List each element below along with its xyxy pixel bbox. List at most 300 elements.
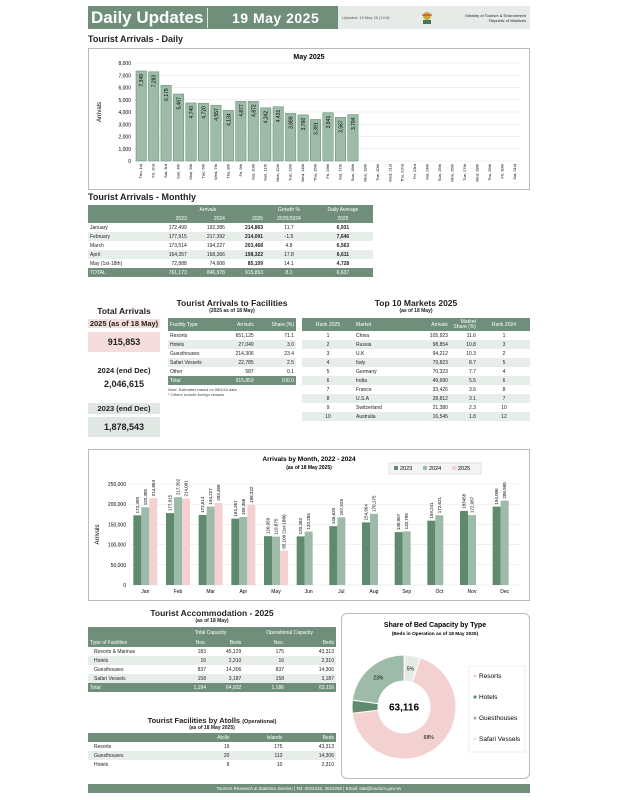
page-title: Daily Updates: [88, 8, 208, 28]
market-row-cell: 6: [326, 377, 330, 384]
market-row-cell: 2: [502, 350, 506, 357]
accommodation-panel: [88, 608, 336, 692]
daily-x-tick: Sat, 10th: [250, 164, 256, 181]
bymonth-chart: [89, 450, 529, 600]
daily-bar-label: 5,467: [176, 97, 183, 110]
year-2025: 2025: [227, 214, 265, 223]
market-row-cell: 1: [326, 332, 330, 339]
month-bar: [280, 551, 288, 585]
daily-y-tick: 0: [128, 159, 131, 165]
report-date: 19 May 2025: [232, 9, 320, 26]
monthly-row: [88, 250, 373, 259]
accommodation-row-cell: 3,187: [228, 675, 242, 682]
market-row: [302, 412, 530, 421]
market-row-cell: 8.7: [468, 359, 476, 366]
month-bar: [362, 522, 370, 585]
daily-bar-label: 7,349: [139, 73, 146, 87]
total-cell: TOTAL: [88, 268, 151, 277]
atoll-row-cell: 10: [276, 761, 283, 768]
daily-bar-label: 4,431: [276, 109, 283, 123]
accommodation-title: Tourist Accommodation - 2025: [150, 608, 274, 618]
facility-row: [168, 367, 296, 376]
monthly-row-cell: April: [90, 251, 101, 258]
month-bar: [370, 514, 378, 585]
acc-col-oper: Operational Capacity: [243, 627, 336, 638]
market-row-cell: 5: [326, 368, 330, 375]
month-x-tick: Aug: [369, 589, 379, 595]
monthly-row-cell: March: [90, 242, 104, 249]
legend-swatch: [394, 466, 398, 470]
facility-row-cell: 2.5: [287, 359, 294, 366]
legend-swatch: [423, 466, 427, 470]
market-row-cell: U.K: [356, 350, 365, 357]
pie-subtitle: (Beds in Operation as of 18 May 2025): [391, 632, 479, 637]
daily-x-tick: Wed, 21st: [387, 164, 393, 182]
market-row-cell: 10.3: [466, 350, 476, 357]
daily-bar-label: 4,720: [201, 106, 208, 119]
accommodation-row: [88, 674, 336, 683]
bedshare-box: [341, 613, 530, 779]
daily-chart-title: May 2025: [293, 54, 325, 61]
total-cell: 846,978: [189, 268, 227, 277]
month-bar-label: 167,528: [338, 499, 344, 516]
market-row-cell: 79,823: [432, 359, 448, 366]
month-bar-label: 145,620: [330, 507, 336, 525]
pie-legend-label: Resorts: [479, 673, 502, 680]
daily-bar-label: 3,766: [301, 117, 308, 131]
markets-title: Top 10 Markets 2025: [374, 298, 458, 308]
atoll-row: [88, 760, 336, 769]
pie-legend-swatch: [473, 716, 476, 719]
daily-chart-box: [88, 48, 530, 190]
market-row-cell: 9: [326, 404, 330, 411]
monthly-table: [88, 205, 373, 277]
monthly-row-cell: 7,646: [336, 233, 350, 240]
market-row-cell: Germany: [356, 368, 377, 375]
daily-x-tick: Thu, 22nd: [399, 164, 405, 183]
facility-row: [168, 331, 296, 340]
month-y-tick: 0: [123, 583, 126, 589]
month-bar-label: 132,795: [404, 513, 410, 530]
daily-bar-label: 6,179: [164, 88, 171, 101]
footer: Tourism Research & Statistics Section | Tel: 3022226, 3022250 | Email: stat@tourism.gov.mv: [88, 784, 530, 793]
monthly-row-cell: 203,468: [245, 242, 264, 249]
atoll-row-cell: Hotels: [94, 761, 109, 768]
monthly-row-cell: 11.7: [284, 224, 294, 231]
mkt-col-share: Market Share (%): [450, 318, 478, 331]
monthly-row: [88, 241, 373, 250]
month-x-tick: May: [271, 589, 281, 595]
daily-section-title: Tourist Arrivals - Daily: [88, 34, 184, 44]
month-bar-label: 85,109 (1st-18th): [281, 514, 287, 549]
month-bar-label: 176,175: [371, 495, 377, 512]
facility-row-cell: 22,785: [238, 359, 254, 366]
pie-legend-label: Hotels: [479, 694, 498, 701]
month-bar-label: 192,385: [142, 488, 148, 506]
month-bar-label: 183458: [461, 493, 467, 509]
daily-y-tick: 8,000: [118, 61, 131, 67]
month-bar: [166, 513, 174, 585]
market-row: [302, 331, 530, 340]
month-bar: [395, 532, 403, 585]
total-2025-label: 2025 (as of 18 May): [89, 319, 159, 328]
accommodation-row: [88, 665, 336, 674]
pie-legend-swatch: [473, 737, 476, 740]
markets-panel: [302, 298, 530, 421]
accommodation-row-cell: 3,187: [321, 675, 334, 682]
month-y-tick: 250,000: [107, 482, 126, 488]
daily-y-tick: 6,000: [118, 85, 131, 92]
daily-bar-label: 4,740: [189, 105, 196, 119]
month-bar-label: 208,980: [502, 482, 508, 499]
accommodation-row-cell: 16: [278, 657, 285, 664]
market-row-cell: 8: [502, 386, 506, 393]
market-row-cell: Russia: [356, 341, 372, 348]
month-chart-title: Arrivals by Month, 2022 - 2024: [262, 456, 356, 463]
accommodation-row-cell: Guesthouses: [94, 666, 124, 673]
month-bar: [403, 531, 411, 585]
pie-legend-swatch: [473, 695, 476, 698]
accommodation-row-cell: Resorts & Marinas: [94, 648, 136, 655]
month-x-tick: Dec: [500, 589, 510, 595]
month-bar-label: 217,392: [175, 478, 181, 496]
month-bar-label: 120,363: [298, 518, 304, 535]
facilities-note2: * Others include foreign vessels: [168, 392, 225, 397]
total-cell: 1,194: [178, 683, 208, 692]
market-row-cell: 10.8: [466, 341, 476, 348]
daily-x-tick: Thu, 8th: [225, 164, 231, 179]
monthly-row-cell: 173,514: [168, 242, 187, 249]
market-row-cell: 21,380: [432, 404, 448, 411]
month-bar: [239, 517, 247, 585]
daily-x-tick: Sat, 17th: [337, 163, 343, 181]
market-row-cell: 28,812: [432, 395, 448, 402]
market-row-cell: China: [356, 332, 370, 339]
market-row-cell: 4: [502, 368, 506, 375]
month-bar-label: 172,621: [436, 496, 442, 514]
total-2024-label: 2024 (end Dec): [97, 366, 151, 375]
accommodation-row-cell: 43,313: [318, 648, 334, 655]
monthly-row-cell: 14.1: [284, 260, 294, 267]
atoll-col-atolls: Atolls: [188, 733, 231, 742]
monthly-row-cell: 172,499: [168, 224, 187, 231]
legend-label: 2023: [400, 466, 413, 472]
market-row: [302, 394, 530, 403]
month-bar: [297, 536, 305, 585]
atoll-row-cell: 175: [274, 743, 283, 750]
total-cell: 915,853: [227, 268, 265, 277]
atoll-row-cell: Guesthouses: [94, 752, 124, 759]
accommodation-row-cell: Safari Vessels: [94, 675, 126, 682]
facility-row: [168, 340, 296, 349]
mkt-col-rank: Rank 2025: [302, 318, 354, 331]
facility-row-cell: 23.4: [284, 350, 294, 357]
monthly-row-cell: 4,728: [336, 260, 350, 267]
accommodation-row-cell: 14,306: [318, 666, 334, 673]
market-row-cell: 94,212: [432, 350, 448, 357]
daily-x-tick: Tue, 13th: [287, 164, 293, 181]
accommodation-row-cell: 837: [197, 666, 206, 673]
accommodation-subtitle: (as of 18 May): [195, 618, 229, 624]
monthly-row-cell: 214,863: [245, 224, 264, 231]
facilities-title: Tourist Arrivals to Facilities: [176, 298, 288, 308]
month-y-label: Arrivals: [95, 524, 101, 545]
daily-x-tick: Sun, 25th: [437, 164, 443, 182]
month-bar: [215, 503, 223, 585]
total-2025-value: 915,853: [88, 332, 160, 352]
month-bar: [207, 507, 215, 585]
month-bar-label: 214,863: [150, 479, 156, 497]
atolls-subtitle: (as of 18 May 2025): [189, 725, 235, 731]
daily-y-tick: 1,000: [118, 146, 131, 153]
facility-row: [168, 358, 296, 367]
emblem-icon: [420, 10, 434, 26]
market-row-cell: 3: [502, 341, 506, 348]
daily-bar-label: 3,567: [338, 120, 345, 133]
monthly-section-title: Tourist Arrivals - Monthly: [88, 192, 197, 202]
legend-swatch: [452, 466, 456, 470]
month-bar: [305, 532, 313, 585]
daily-x-tick: Sat, 24th: [424, 164, 430, 181]
month-bar-label: 177,915: [167, 494, 173, 512]
accommodation-row-cell: Hotels: [94, 657, 109, 664]
total-arrivals-title: Total Arrivals: [97, 306, 151, 316]
daily-x-tick: Mon, 12th: [275, 164, 281, 182]
market-row-cell: 33,426: [432, 386, 448, 393]
daily-x-tick: Tue, 6th: [200, 164, 206, 179]
pie-legend-swatch: [473, 674, 476, 677]
market-row-cell: 2.3: [468, 404, 476, 411]
market-row-cell: 70,323: [432, 368, 448, 375]
atoll-row-cell: 20: [223, 752, 230, 759]
header-right: [338, 6, 530, 29]
market-row-cell: Australia: [356, 413, 376, 420]
month-bar-label: 194,006: [494, 488, 500, 505]
facility-row-cell: 71.1: [284, 332, 294, 339]
monthly-row-cell: 192,385: [206, 224, 225, 231]
month-x-tick: Oct: [435, 589, 444, 595]
daily-y-tick: 5,000: [118, 97, 131, 104]
acc-col-nos2: Nos.: [243, 638, 286, 647]
total-2023-value: 1,878,543: [88, 417, 160, 437]
market-row-cell: 7.7: [468, 368, 476, 375]
total-cell: Total: [168, 376, 222, 385]
month-bar-label: 172,987: [469, 496, 475, 514]
facility-row-cell: Resorts: [170, 332, 188, 339]
daily-bar-label: 4,877: [238, 104, 245, 117]
daily-x-tick: Tue, 20th: [374, 164, 380, 181]
accommodation-row-cell: 158: [275, 675, 285, 682]
month-x-tick: Jan: [141, 589, 150, 595]
month-bar-label: 159,241: [428, 502, 434, 519]
markets-subtitle: (as of 18 May): [399, 308, 433, 314]
pie-label: 23%: [373, 675, 384, 682]
accommodation-row-cell: 2,310: [321, 657, 334, 664]
month-bar-label: 168,366: [240, 498, 246, 515]
atoll-row-cell: 19: [223, 743, 230, 750]
accommodation-row: [88, 647, 336, 656]
accommodation-row-cell: 158: [197, 675, 206, 682]
acc-col-beds: Beds: [208, 638, 243, 647]
facility-row-cell: Other: [170, 368, 183, 375]
daily-sub: 2025: [313, 214, 373, 223]
daily-x-tick: Mon, 26th: [449, 164, 455, 182]
market-row-cell: 3.6: [468, 386, 476, 393]
month-bar: [174, 497, 182, 585]
daily-x-tick: Fri, 16th: [325, 164, 330, 179]
total-arrivals-panel: [88, 306, 160, 437]
month-bar-label: 120,959: [265, 517, 271, 535]
accommodation-row-cell: 14,306: [225, 666, 242, 673]
market-row-cell: 8: [326, 395, 330, 402]
daily-x-tick: Fri, 9th: [237, 164, 243, 177]
month-bar: [493, 507, 501, 585]
market-row-cell: 6: [502, 377, 506, 384]
pie-title: Share of Bed Capacity by Type: [383, 622, 487, 629]
monthly-row: [88, 232, 373, 241]
month-bar-label: 198,322: [248, 486, 254, 503]
month-y-tick: 150,000: [107, 522, 126, 529]
month-x-tick: Jun: [304, 589, 313, 595]
market-row-cell: 1.8: [468, 413, 476, 420]
daily-x-tick: Tue, 27th: [461, 164, 467, 181]
market-row: [302, 403, 530, 412]
total-cell: 63,116: [286, 683, 336, 692]
daily-bar-label: 4,134: [226, 113, 233, 126]
month-bar: [141, 507, 149, 585]
monthly-row-cell: 6,611: [336, 251, 350, 258]
pie-legend-label: Guesthouses: [479, 715, 518, 722]
market-row-cell: India: [356, 377, 367, 384]
facility-row-cell: 214,306: [235, 350, 254, 357]
pie-legend-label: Safari Vessels: [479, 736, 521, 743]
market-row-cell: 49,990: [432, 377, 448, 384]
mkt-col-market: Market: [354, 318, 409, 331]
daily-x-tick: Sun, 18th: [349, 164, 355, 182]
updated-text: Updated: 19 May 25 (10:8): [342, 15, 390, 20]
legend-label: 2025: [458, 466, 471, 472]
market-row-cell: 12: [501, 413, 507, 420]
monthly-row-cell: 4.8: [285, 242, 293, 249]
facilities-subtitle: (2025 as of 18 May): [209, 308, 255, 314]
atolls-panel: [88, 716, 336, 769]
total-cell: 915,853: [222, 376, 256, 385]
facility-row-cell: 587: [245, 368, 254, 375]
daily-x-tick: Sat, 31st: [511, 164, 517, 180]
month-bar: [337, 517, 345, 585]
market-row: [302, 367, 530, 376]
daily-bar-label: 7,283: [151, 74, 158, 88]
market-row-cell: 2: [326, 341, 330, 348]
daily-y-tick: 7,000: [118, 73, 131, 80]
market-row-cell: 105,923: [429, 332, 448, 339]
accommodation-row-cell: 837: [275, 666, 285, 673]
month-y-tick: 100,000: [107, 542, 126, 549]
monthly-row-cell: 85,109: [247, 260, 264, 267]
atoll-row-cell: 113: [274, 752, 283, 759]
total-row: [88, 683, 336, 692]
month-bar: [329, 526, 337, 585]
daily-x-tick: Sun, 4th: [175, 164, 181, 179]
month-bar-label: 172,499: [134, 497, 140, 514]
pie-label: 68%: [423, 735, 434, 742]
atoll-row-cell: 8: [226, 761, 230, 768]
accommodation-row-cell: 45,129: [225, 648, 242, 655]
accommodation-row-cell: 16: [200, 657, 206, 664]
month-x-tick: Mar: [206, 589, 215, 595]
facility-row-cell: Safari Vessels: [170, 359, 202, 366]
daily-x-tick: Fri, 2nd: [150, 164, 156, 178]
month-bar: [149, 498, 157, 585]
monthly-row-cell: 194,227: [206, 242, 225, 249]
monthly-row: [88, 259, 373, 268]
market-row-cell: France: [356, 386, 372, 393]
daily-y-tick: 3,000: [118, 122, 131, 129]
growth-sub: 2025/2024: [265, 214, 313, 223]
accommodation-row: [88, 656, 336, 665]
fac-col-arrivals: Arrivals: [222, 318, 256, 331]
facility-row-cell: 27,049: [238, 341, 254, 348]
month-bar: [435, 515, 443, 585]
daily-chart: [89, 49, 529, 189]
total-row: [168, 376, 296, 385]
month-x-tick: Jul: [338, 589, 345, 595]
monthly-row-cell: February: [90, 233, 111, 240]
market-row-cell: 3: [326, 350, 330, 357]
atoll-col-beds: Beds: [284, 733, 336, 742]
daily-x-tick: Fri, 30th: [499, 164, 505, 179]
monthly-row-cell: 217,392: [206, 233, 225, 240]
market-row-cell: 1: [502, 332, 506, 339]
acc-col-beds2: Beds: [286, 638, 336, 647]
monthly-row-cell: January: [90, 224, 108, 231]
daily-x-tick: Mon, 5th: [188, 164, 194, 180]
monthly-row-cell: 6,931: [336, 224, 350, 231]
monthly-row-cell: 6,563: [336, 242, 350, 249]
month-bar: [231, 519, 239, 585]
month-bar-label: 132,284: [306, 513, 312, 530]
total-cell: 6,637: [313, 268, 373, 277]
header-bar: [88, 6, 338, 29]
pie-label: 5%: [406, 666, 414, 673]
month-bar: [247, 505, 255, 585]
market-row-cell: 5: [502, 359, 506, 366]
monthly-col-arrivals: Arrivals: [151, 205, 265, 214]
total-cell: 100.0: [256, 376, 296, 385]
daily-y-label: Arrivals: [97, 101, 103, 123]
bymonth-chart-box: [88, 449, 530, 601]
facility-row-cell: Hotels: [170, 341, 185, 348]
monthly-row-cell: 168,366: [206, 251, 225, 258]
daily-bar-label: 4,872: [251, 104, 258, 117]
atoll-row-cell: Resorts: [94, 743, 112, 750]
month-bar: [199, 515, 207, 585]
atolls-title: Tourist Facilities by Atolls (Operational): [147, 716, 277, 725]
monthly-row-cell: 177,915: [168, 233, 187, 240]
daily-bar-label: 4,557: [213, 108, 220, 121]
month-x-tick: Apr: [239, 589, 248, 595]
legend-label: 2024: [429, 466, 442, 472]
total-cell: Total: [88, 683, 178, 692]
acc-col-nos: Nos.: [178, 638, 208, 647]
market-row: [302, 349, 530, 358]
month-bar: [272, 537, 280, 585]
market-row-cell: U.S.A: [356, 395, 370, 402]
monthly-row: [88, 223, 373, 232]
month-bar-label: 130,967: [396, 513, 402, 531]
facility-row-cell: Guesthouses: [170, 350, 200, 357]
fac-col-share: Share (%): [256, 318, 296, 331]
